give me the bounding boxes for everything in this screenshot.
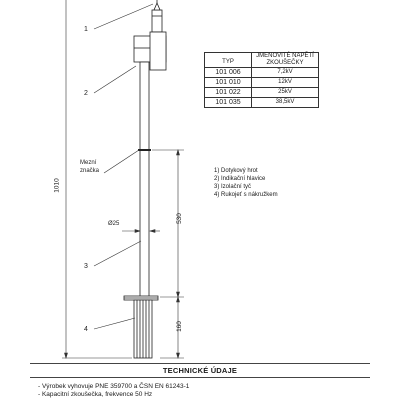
- dim-lower-label: 160: [175, 321, 183, 332]
- handle: [124, 296, 158, 358]
- table-cell-typ: 101 035: [205, 98, 252, 108]
- dim-upper-label: 530: [175, 213, 183, 224]
- table-cell-voltage: 12kV: [252, 78, 319, 88]
- table-row: [205, 68, 319, 78]
- tech-rule-bottom: [30, 377, 370, 378]
- legend-item: 2) Indikační hlavice: [214, 176, 266, 182]
- insulating-rod: [138, 62, 151, 298]
- table-cell-typ: 101 006: [205, 68, 252, 78]
- table-cell-voltage: 38,5kV: [252, 98, 319, 108]
- tech-title: TECHNICKÉ ÚDAJE: [162, 366, 238, 375]
- tech-rule-top: [30, 363, 370, 364]
- tech-line: - Výrobek vyhovuje PNE 359700 a ČSN EN 61243-1: [38, 383, 190, 390]
- total-dimension: [62, 0, 132, 358]
- table-cell-typ: 101 010: [205, 78, 252, 88]
- tech-line: - Kapacitní zkoušečka, frekvence 50 Hz: [38, 391, 153, 398]
- legend-item: 1) Dotykový hrot: [214, 168, 258, 174]
- table-row: [205, 98, 319, 108]
- table-cell-voltage: 25kV: [252, 88, 319, 98]
- indication-head: [134, 32, 166, 70]
- callout-1: 1: [84, 26, 88, 33]
- mark-label-line1: Mezní: [80, 160, 97, 166]
- mark-label-line2: značka: [80, 168, 100, 174]
- table-header-voltage: JMENOVITÉ NAPĚTÍ ZKOUŠEČKY: [252, 53, 319, 68]
- callout-3: 3: [84, 263, 88, 270]
- table-row: [205, 88, 319, 98]
- tech-specs: [38, 383, 189, 399]
- callout-4: 4: [84, 326, 88, 333]
- dim-diameter-label: Ø25: [108, 221, 120, 227]
- callout-2: 2: [84, 90, 88, 97]
- parts-legend: [214, 167, 278, 199]
- table-header-typ: TYP: [205, 53, 252, 68]
- table-row: [205, 78, 319, 88]
- legend-item: 3) Izolační tyč: [214, 184, 252, 190]
- dim-total-label: 1010: [53, 178, 61, 193]
- table-cell-voltage: 7,2kV: [252, 68, 319, 78]
- legend-item: 4) Rukojeť s nákružkem: [214, 192, 278, 198]
- voltage-table: [204, 52, 319, 108]
- contact-tip: [152, 0, 162, 32]
- table-cell-typ: 101 022: [205, 88, 252, 98]
